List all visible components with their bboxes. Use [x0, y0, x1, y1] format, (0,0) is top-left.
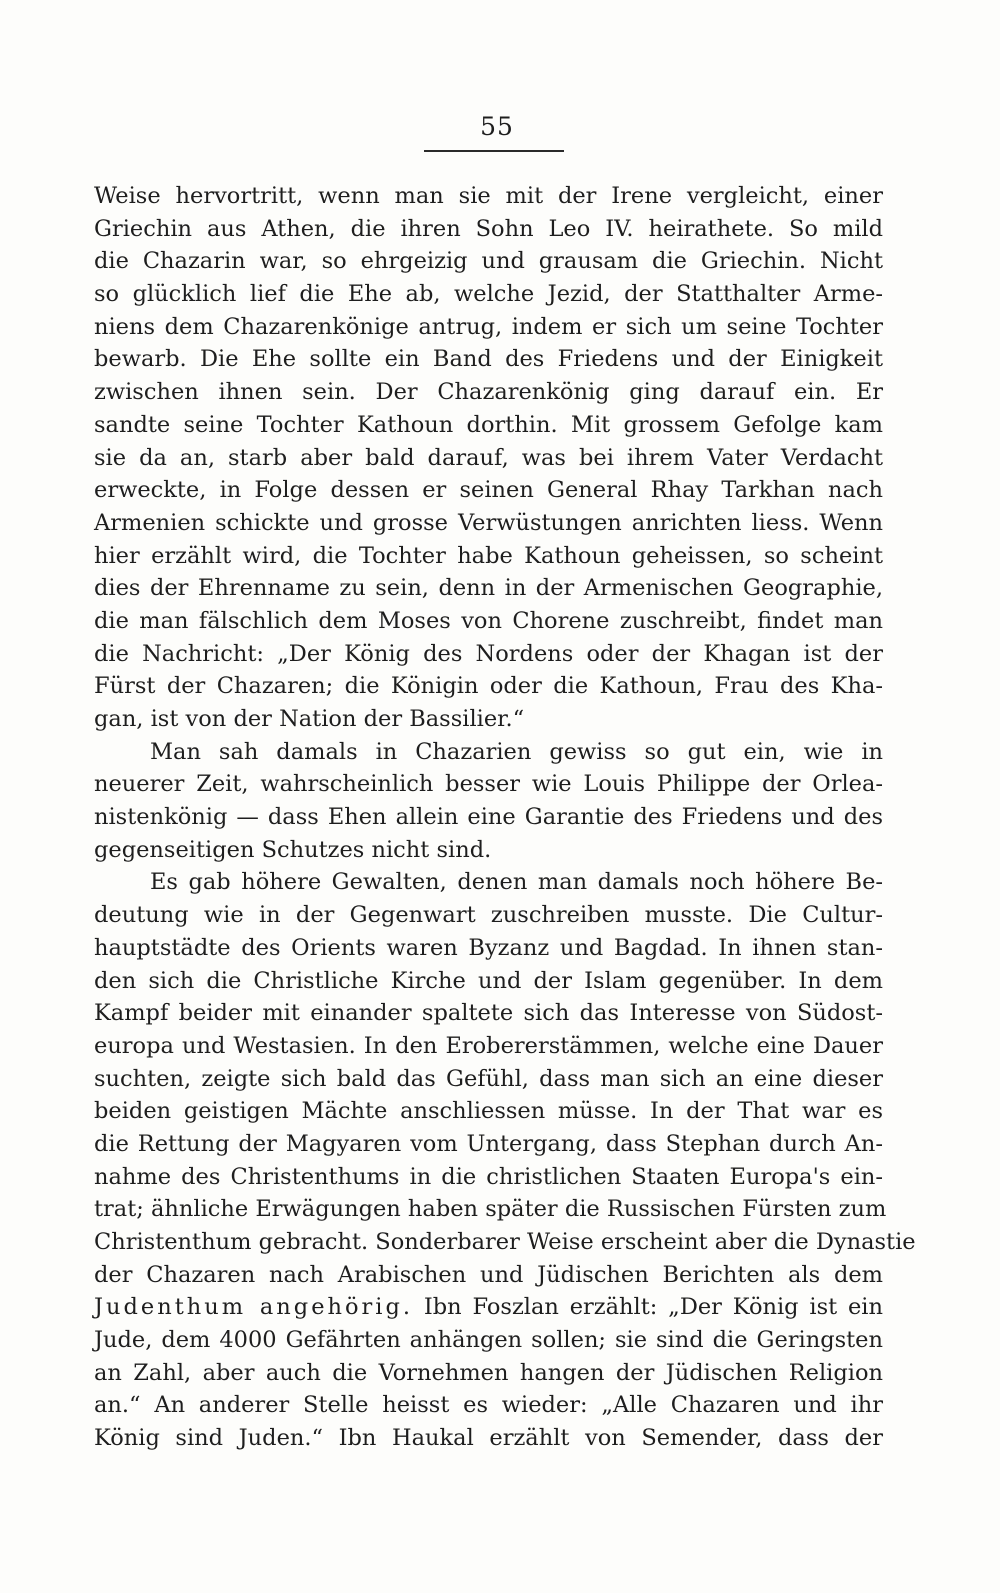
text-line: den sich die Christliche Kirche und der Islam gegenüber. In dem: [94, 967, 883, 994]
text-line: neuerer Zeit, wahrscheinlich besser wie Louis Philippe der Orlea-: [94, 771, 883, 798]
text-line: Christenthum gebracht. Sonderbarer Weise erscheint aber die Dynastie: [94, 1229, 916, 1255]
text-line: [94, 1291, 883, 1324]
text-line: nistenkönig — dass Ehen allein eine Garantie des Friedens und des: [94, 804, 883, 831]
text-line: sie da an, starb aber bald darauf, was bei ihrem Vater Verdacht: [94, 444, 883, 471]
text-line: erweckte, in Folge dessen er seinen General Rhay Tarkhan nach: [94, 477, 883, 504]
text-line: europa und Westasien. In den Erobererstämmen, welche eine Dauer: [94, 1032, 883, 1059]
text-line: Griechin aus Athen, die ihren Sohn Leo IV. heirathete. So mild: [94, 215, 883, 242]
text-line: die man fälschlich dem Moses von Chorene zuschreibt, findet man: [94, 607, 883, 634]
body-text: [94, 180, 916, 1455]
text-line: Es gab höhere Gewalten, denen man damals noch höhere Be-: [150, 869, 883, 896]
text-line: bewarb. Die Ehe sollte ein Band des Friedens und der Einigkeit: [94, 346, 883, 373]
text-line: so glücklich lief die Ehe ab, welche Jezid, der Statthalter Arme-: [94, 281, 883, 308]
text-line: beiden geistigen Mächte anschliessen müsse. In der That war es: [94, 1098, 883, 1125]
text-line: niens dem Chazarenkönige antrug, indem er sich um seine Tochter: [94, 313, 883, 340]
text-line: trat; ähnliche Erwägungen haben später die Russischen Fürsten zum: [94, 1196, 887, 1223]
text-line: Man sah damals in Chazarien gewiss so gut ein, wie in: [150, 738, 883, 765]
page-number: 55: [480, 112, 514, 141]
text-line: deutung wie in der Gegenwart zuschreiben musste. Die Cultur-: [94, 902, 883, 929]
line-text: Ibn Foszlan erzählt: „Der König ist ein: [423, 1294, 883, 1321]
text-line: zwischen ihnen sein. Der Chazarenkönig ging darauf ein. Er: [94, 379, 883, 406]
text-line: hauptstädte des Orients waren Byzanz und Bagdad. In ihnen stan-: [94, 934, 883, 961]
text-line: an Zahl, aber auch die Vornehmen hangen der Jüdischen Religion: [94, 1359, 883, 1386]
text-line: Fürst der Chazaren; die Königin oder die Kathoun, Frau des Kha-: [94, 673, 883, 700]
text-line: die Nachricht: „Der König des Nordens oder der Khagan ist der: [94, 640, 883, 667]
text-line: gan, ist von der Nation der Bassilier.“: [94, 706, 525, 732]
text-line: König sind Juden.“ Ibn Haukal erzählt von Semender, dass der: [94, 1425, 883, 1452]
text-line: an.“ An anderer Stelle heisst es wieder: „Alle Chazaren und ihr: [94, 1392, 883, 1419]
text-line: Kampf beider mit einander spaltete sich das Interesse von Südost-: [94, 1000, 883, 1027]
text-line: Jude, dem 4000 Gefährten anhängen sollen; sie sind die Geringsten: [94, 1327, 883, 1354]
text-line: suchten, zeigte sich bald das Gefühl, dass man sich an eine dieser: [94, 1065, 883, 1092]
header-rule: [424, 150, 564, 152]
text-line: die Rettung der Magyaren vom Untergang, dass Stephan durch An-: [94, 1130, 883, 1157]
text-line: Armenien schickte und grosse Verwüstungen anrichten liess. Wenn: [94, 509, 883, 536]
text-line: nahme des Christenthums in die christlichen Staaten Europa's ein-: [94, 1163, 883, 1190]
spaced-emphasis: Judenthum angehörig.: [94, 1294, 414, 1321]
text-line: gegenseitigen Schutzes nicht sind.: [94, 836, 492, 863]
text-line: der Chazaren nach Arabischen und Jüdischen Berichten als dem: [94, 1261, 883, 1288]
text-line: hier erzählt wird, die Tochter habe Kathoun geheissen, so scheint: [94, 542, 883, 569]
text-line: sandte seine Tochter Kathoun dorthin. Mit grossem Gefolge kam: [94, 411, 883, 438]
text-line: dies der Ehrenname zu sein, denn in der Armenischen Geographie,: [94, 575, 883, 602]
text-line: Weise hervortritt, wenn man sie mit der Irene vergleicht, einer: [94, 183, 883, 209]
text-line: die Chazarin war, so ehrgeizig und grausam die Griechin. Nicht: [94, 248, 883, 275]
